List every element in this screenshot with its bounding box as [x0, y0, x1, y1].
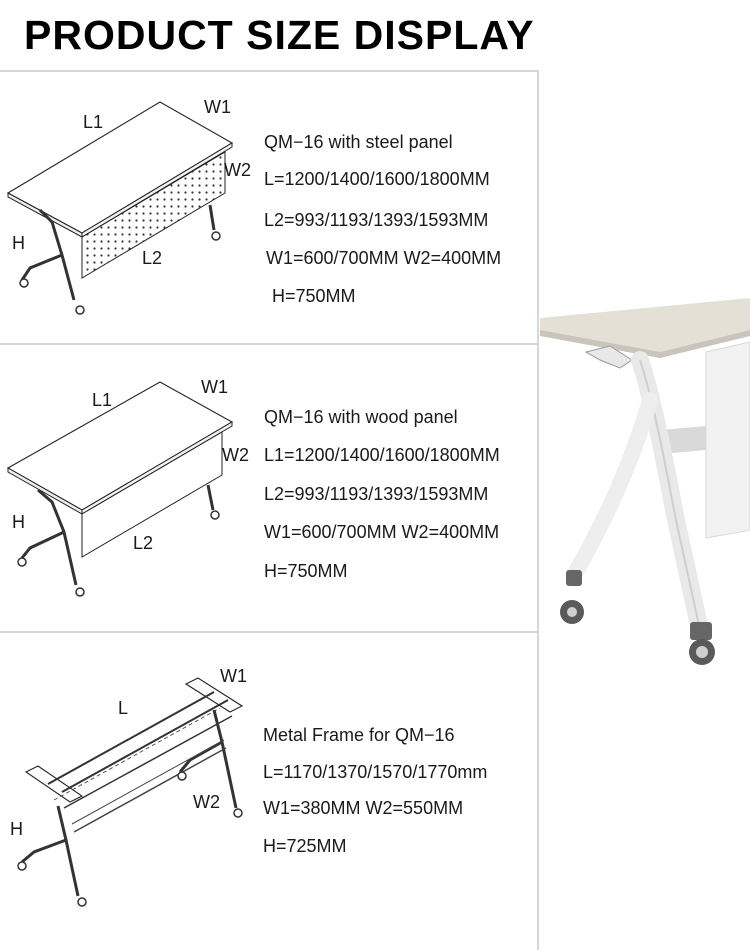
dim-label-l: L — [118, 698, 129, 718]
dim-label-l2: L2 — [133, 533, 154, 553]
dim-label-l1: L1 — [92, 390, 113, 410]
spec-length: L=1170/1370/1570/1770mm — [263, 762, 488, 782]
spec-length-2: L2=993/1193/1393/1593MM — [264, 484, 489, 504]
dim-label-h: H — [10, 819, 23, 839]
spec-width: W1=380MM W2=550MM — [263, 798, 464, 818]
dim-label-w2: W2 — [222, 445, 249, 465]
dim-label-h: H — [12, 512, 25, 532]
page-title: PRODUCT SIZE DISPLAY — [24, 12, 535, 58]
spec-width: W1=600/700MM W2=400MM — [264, 522, 500, 542]
dim-label-l2: L2 — [142, 248, 163, 268]
spec-model: QM−16 with wood panel — [264, 407, 458, 427]
dim-label-l1: L1 — [83, 112, 104, 132]
dim-label-w1: W1 — [201, 377, 228, 397]
product-photo — [540, 290, 750, 680]
spec-model: QM−16 with steel panel — [264, 132, 453, 152]
spec-model: Metal Frame for QM−16 — [263, 725, 455, 745]
dim-label-w1: W1 — [220, 666, 247, 686]
spec-height: H=750MM — [272, 286, 356, 306]
spec-length-2: L2=993/1193/1393/1593MM — [264, 210, 489, 230]
dim-label-h: H — [12, 233, 25, 253]
dim-label-w2: W2 — [193, 792, 220, 812]
dim-label-w1: W1 — [204, 97, 231, 117]
spec-length: L1=1200/1400/1600/1800MM — [264, 445, 500, 465]
spec-height: H=725MM — [263, 836, 347, 856]
spec-length: L=1200/1400/1600/1800MM — [264, 169, 490, 189]
spec-width: W1=600/700MM W2=400MM — [266, 248, 502, 268]
spec-height: H=750MM — [264, 561, 348, 581]
dim-label-w2: W2 — [224, 160, 251, 180]
